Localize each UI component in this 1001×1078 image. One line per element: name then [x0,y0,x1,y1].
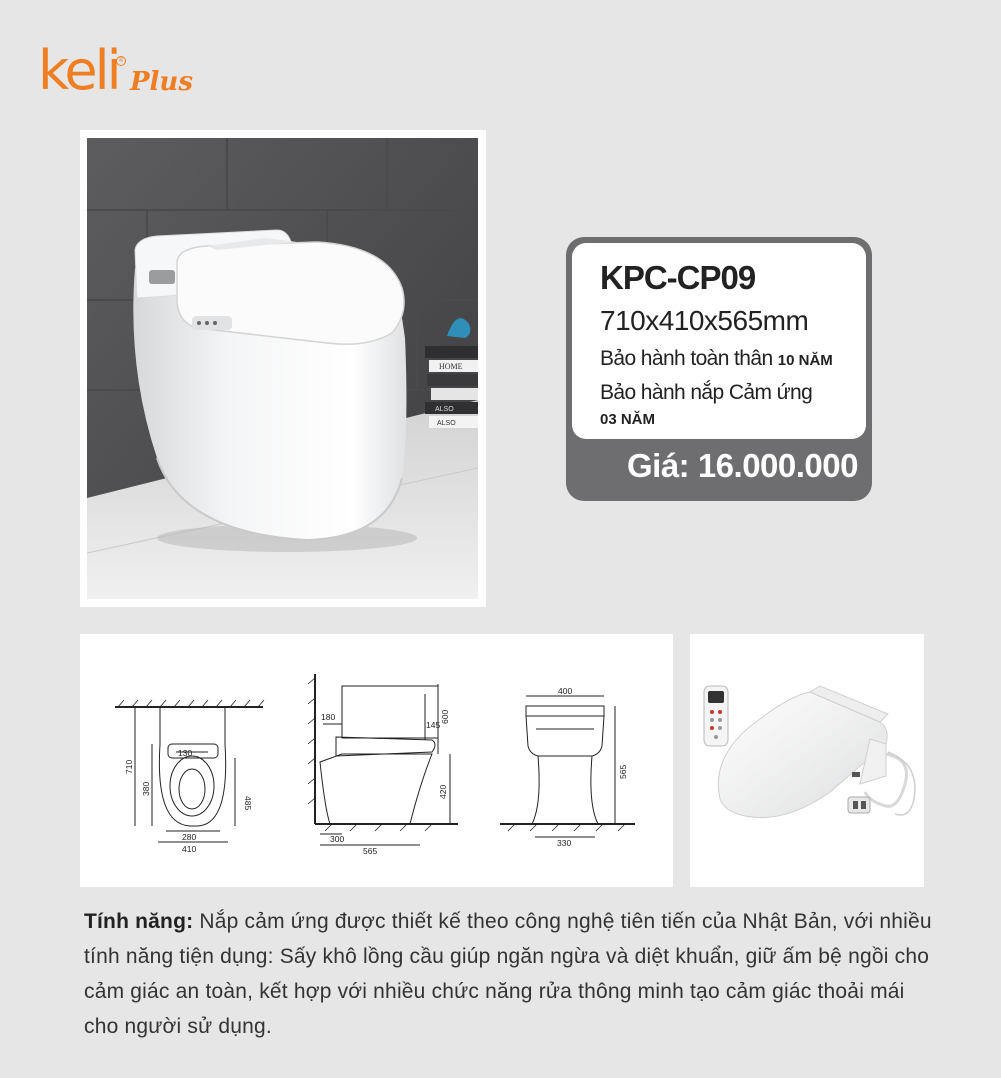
dim-label: 145 [426,720,441,730]
remote-control-icon [704,686,728,746]
spec-card-inner [572,243,866,439]
spec-card [566,237,872,501]
price: Giá: 16.000.000 [626,447,858,484]
features-paragraph [84,904,944,1044]
dim-label: 565 [618,764,628,779]
front-view-drawing [500,696,635,837]
dim-label: 330 [557,838,572,848]
dim-label: 380 [141,781,151,796]
dim-label: 300 [330,834,345,844]
book-label: HOME [439,362,463,371]
product-photo [87,138,478,599]
dim-label: 565 [363,846,378,856]
features-text: Nắp cảm ứng được thiết kế theo công nghệ tiên tiến của Nhật Bản, với nhiều tính năng tiện dụng: Sấy khô lồng cầu giúp ngăn ngừa và diệt khuẩn, giữ ấm bệ ngồi cho cảm giác an toàn, kết hợp với nhiều chức năng rửa thông minh tạo cảm giác thoải mái cho người sử dụng. [84,910,932,1038]
book-label: ALSO [435,406,454,413]
model-number: KPC-CP09 [600,259,756,296]
warranty-lid-label: Bảo hành nắp Cảm ứng [600,381,813,404]
dim-label: 410 [182,844,197,854]
dim-label: 130 [178,748,193,758]
registered-mark-icon: ® [116,56,126,66]
dim-label: 600 [440,709,450,724]
logo-text: keli [38,39,119,102]
dim-label: 400 [558,686,573,696]
dim-label: 420 [438,784,448,799]
warranty-body-label: Bảo hành toàn thân [600,347,773,370]
dim-label: 710 [124,759,134,774]
book-label: ALSO [437,420,456,427]
warranty-body [600,347,833,371]
dim-label: 280 [182,832,197,842]
dim-label: 485 [243,796,253,811]
dim-label: 180 [321,712,336,722]
warranty-body-value: 10 NĂM [777,352,833,369]
technical-drawings [80,634,673,887]
warranty-lid-value: 03 NĂM [600,411,656,428]
product-photo-frame [80,130,486,607]
features-label: Tính năng: [84,910,194,933]
side-view-drawing [308,674,458,845]
logo-sub: Plus [130,67,193,97]
smart-seat-photo [690,634,924,887]
dimensions: 710x410x565mm [600,305,809,336]
top-view-drawing [115,700,264,842]
